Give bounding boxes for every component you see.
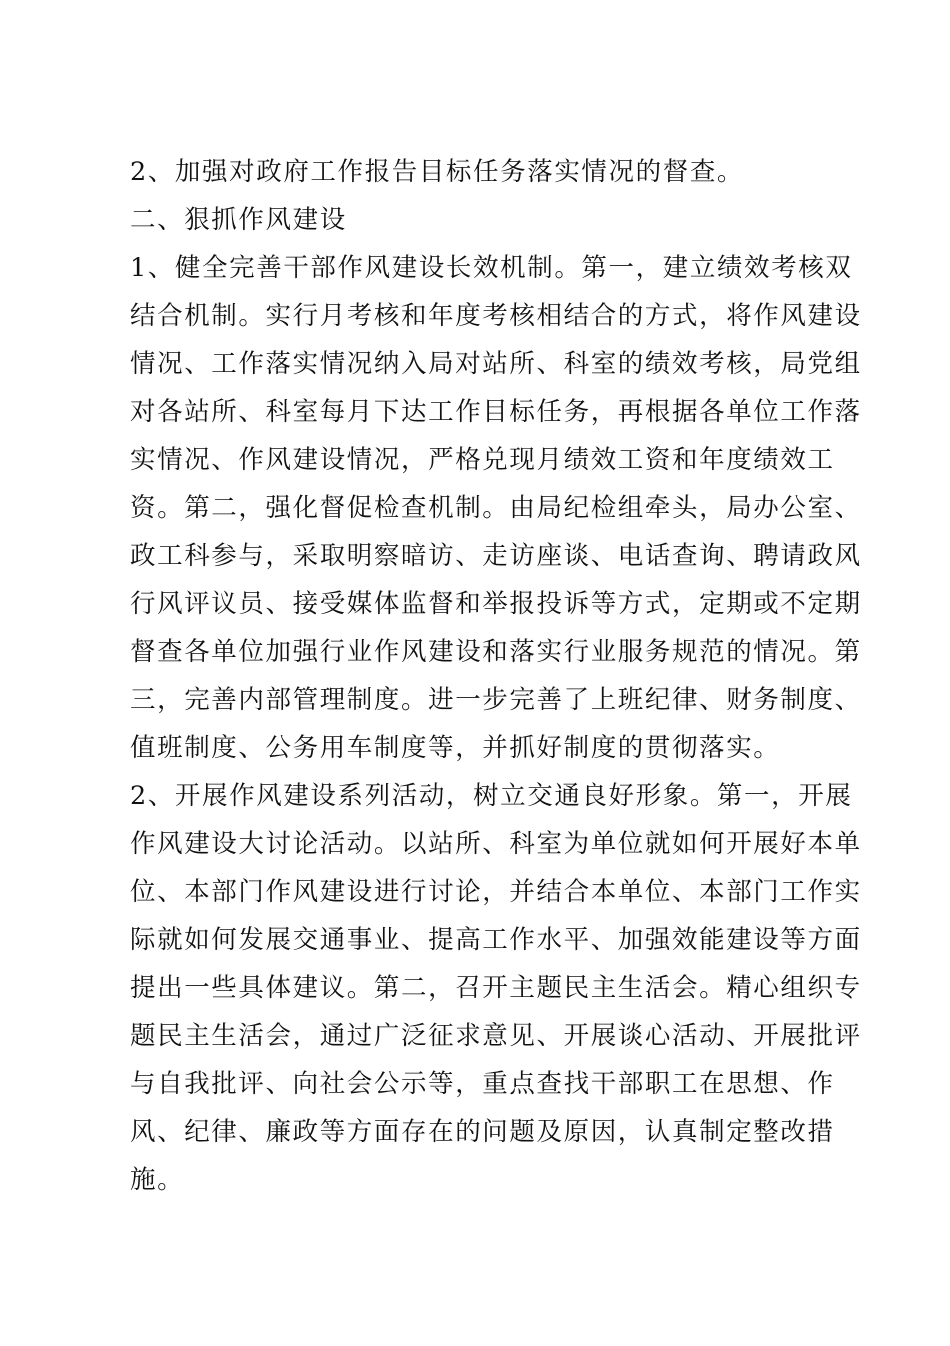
text-line: 实情况、作风建设情况，严格兑现月绩效工资和年度绩效工 [130, 445, 835, 475]
text-line: 值班制度、公务用车制度等，并抓好制度的贯彻落实。 [130, 733, 781, 763]
text-line: 施。 [130, 1165, 185, 1195]
text-line: 风、纪律、廉政等方面存在的问题及原因，认真制定整改措 [130, 1117, 835, 1147]
text-line: 提出一些具体建议。第二，召开主题民主生活会。精心组织专 [130, 973, 862, 1003]
text-line: 位、本部门作风建设进行讨论，并结合本单位、本部门工作实 [130, 877, 862, 907]
text-line: 对各站所、科室每月下达工作目标任务，再根据各单位工作落 [130, 397, 862, 427]
text-line: 结合机制。实行月考核和年度考核相结合的方式，将作风建设 [130, 301, 862, 331]
text-line: 1、健全完善干部作风建设长效机制。第一，建立绩效考核双 [130, 253, 853, 283]
text-line: 情况、工作落实情况纳入局对站所、科室的绩效考核，局党组 [130, 349, 862, 379]
text-line: 三，完善内部管理制度。进一步完善了上班纪律、财务制度、 [130, 685, 862, 715]
text-line: 际就如何发展交通事业、提高工作水平、加强效能建设等方面 [130, 925, 862, 955]
text-line: 行风评议员、接受媒体监督和举报投诉等方式，定期或不定期 [130, 589, 862, 619]
section-heading: 二、狠抓作风建设 [130, 205, 347, 235]
text-line: 督查各单位加强行业作风建设和落实行业服务规范的情况。第 [130, 637, 862, 667]
text-line: 2、加强对政府工作报告目标任务落实情况的督查。 [130, 157, 745, 187]
text-line: 资。第二，强化督促检查机制。由局纪检组牵头，局办公室、 [130, 493, 862, 523]
text-line: 2、开展作风建设系列活动，树立交通良好形象。第一，开展 [130, 781, 853, 811]
text-line: 题民主生活会，通过广泛征求意见、开展谈心活动、开展批评 [130, 1021, 862, 1051]
text-line: 与自我批评、向社会公示等，重点查找干部职工在思想、作 [130, 1069, 835, 1099]
text-line: 作风建设大讨论活动。以站所、科室为单位就如何开展好本单 [130, 829, 862, 859]
text-line: 政工科参与，采取明察暗访、走访座谈、电话查询、聘请政风 [130, 541, 862, 571]
